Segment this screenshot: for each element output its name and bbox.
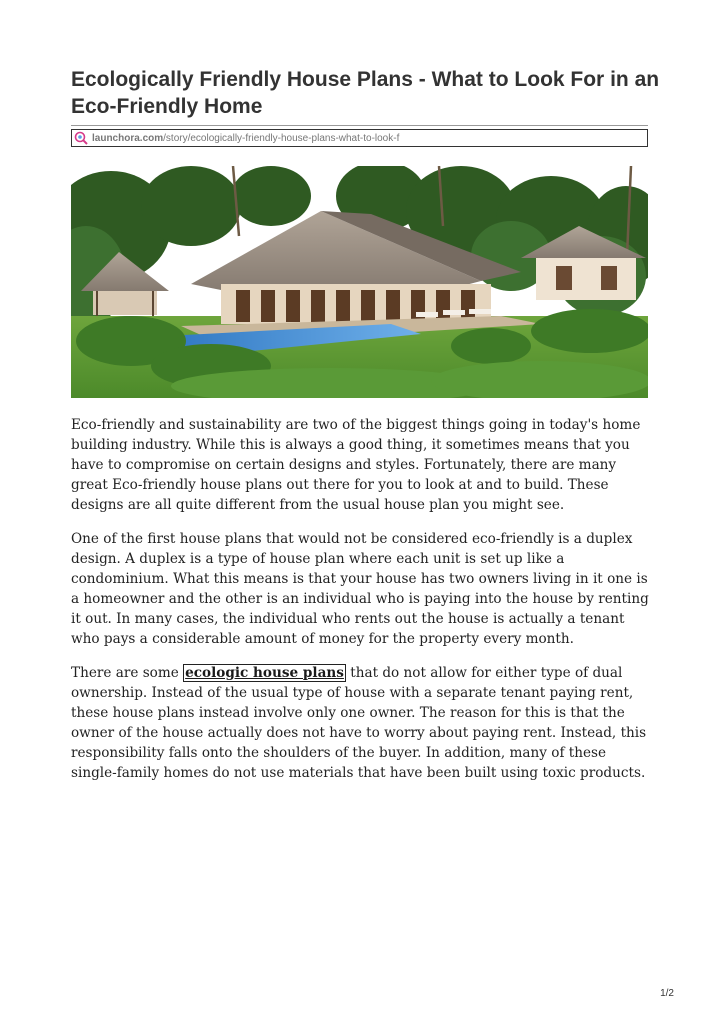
house-photo [71, 166, 648, 398]
launchora-logo-icon [73, 130, 89, 146]
source-path: /story/ecologically-friendly-house-plans-what-to-look-f [163, 132, 400, 144]
paragraph: One of the first house plans that would not be considered eco-friendly is a duplex design. A duplex is a type of house plan where each unit is set up like a condominium. What this means is that your house has two owners living in it one is a homeowner and the other is an individual who is paying into the house by renting it out. In many cases, the individual who rents out the house is actually a tenant who pays a considerable amount of money for the property every month. [71, 531, 649, 647]
paragraph [71, 663, 656, 783]
title-divider [71, 125, 648, 126]
source-domain: launchora.com [92, 132, 164, 144]
article-body [71, 415, 656, 797]
paragraph-text: that do not allow for either type of dual ownership. Instead of the usual type of house with a separate tenant paying rent, these house plans instead involve only one owner. The reason for this is that the owner of the house actually does not have to worry about paying rent. Instead, this responsibility falls onto the shoulders of the buyer. In addition, many of these single-family homes do not use materials that have been built using toxic products. [71, 665, 647, 781]
paragraph: Eco-friendly and sustainability are two of the biggest things going in today's home building industry. While this is always a good thing, it sometimes means that you have to compromise on certain designs and styles. Fortunately, there are many great Eco-friendly house plans out there for you to look at and to build. These designs are all quite different from the usual house plan you might see. [71, 417, 641, 513]
page-number: 1/2 [660, 988, 674, 999]
page-title: Ecologically Friendly House Plans - What to Look For in an Eco-Friendly Home [71, 68, 660, 118]
source-url-bar[interactable] [71, 129, 648, 147]
paragraph-text: There are some [71, 665, 184, 681]
ecologic-house-plans-link[interactable]: ecologic house plans [185, 665, 344, 681]
